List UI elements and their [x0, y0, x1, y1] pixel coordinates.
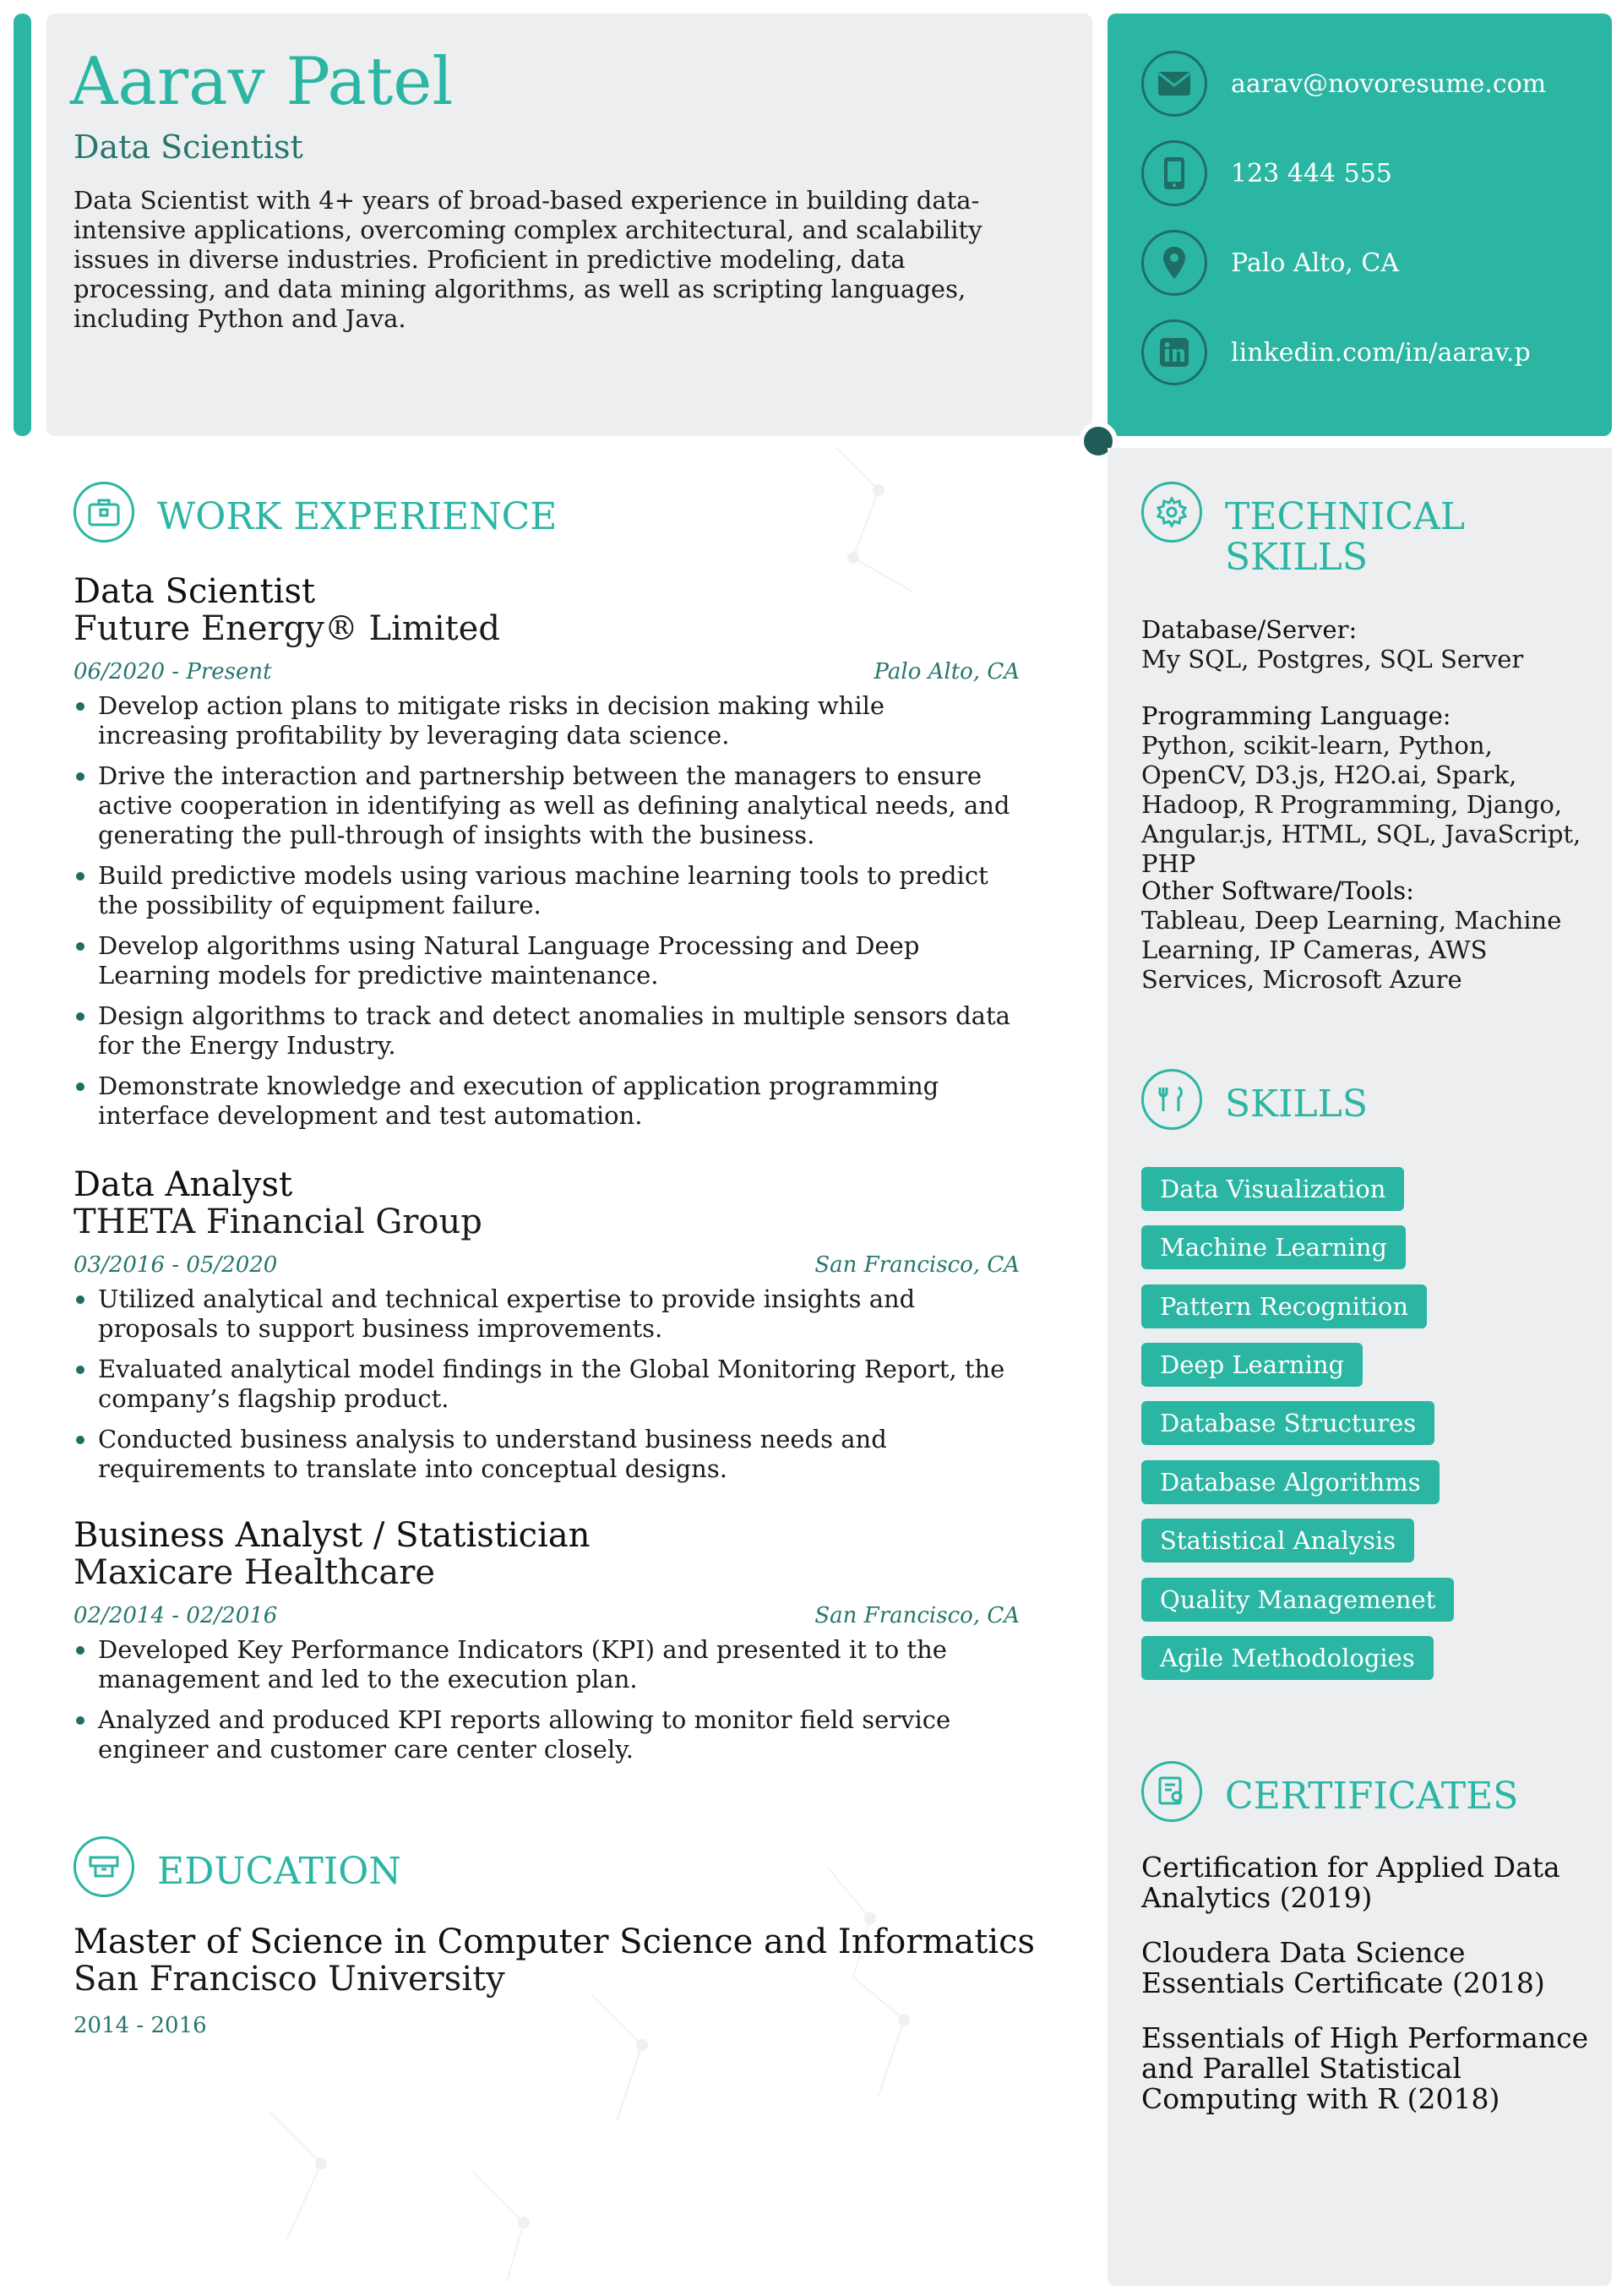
education-school: San Francisco University [73, 1960, 505, 1999]
skill-tag: Database Algorithms [1141, 1460, 1440, 1504]
job-bullet: Evaluated analytical model findings in the Global Monitoring Report, the company’s flagship product. [73, 1355, 1020, 1414]
job-role: Data Scientist [73, 572, 316, 611]
contact-email-text: aarav@novoresume.com [1231, 68, 1547, 99]
job-bullet: Build predictive models using various machine learning tools to predict the possibility of equipment failure. [73, 861, 1020, 920]
job-company: Maxicare Healthcare [73, 1553, 435, 1592]
header-accent-bar [14, 14, 31, 436]
job-company: Future Energy® Limited [73, 609, 500, 648]
linkedin-icon [1141, 319, 1207, 385]
job-bullet: Developed Key Performance Indicators (KPI) and presented it to the management and led to the execution plan. [73, 1635, 1020, 1694]
certificate-icon [1141, 1761, 1202, 1822]
certificate-item: Essentials of High Performance and Parallel Statistical Computing with R (2018) [1141, 2021, 1589, 2115]
job-bullet: Drive the interaction and partnership between the managers to ensure active cooperation in identifying as well as defining analytical needs, and generating the pull-through of insights with the business. [73, 761, 1020, 850]
certificate-item: Certification for Applied Data Analytics (2019) [1141, 1851, 1560, 1914]
tools-icon [1141, 1069, 1202, 1130]
phone-icon [1141, 140, 1207, 206]
graduation-cap-icon [73, 1836, 134, 1897]
location-pin-icon [1141, 230, 1207, 296]
section-heading-skills: SKILLS [1225, 1083, 1368, 1126]
contact-phone-text: 123 444 555 [1231, 158, 1392, 188]
job-entry [73, 1166, 1020, 1495]
job-role: Business Analyst / Statistician [73, 1516, 591, 1555]
job-location: San Francisco, CA [814, 1252, 1020, 1278]
job-dates: 06/2020 - Present [73, 659, 272, 684]
gear-brain-icon [1141, 482, 1202, 543]
envelope-icon [1141, 51, 1207, 117]
tech-skill-value: My SQL, Postgres, SQL Server [1141, 645, 1524, 674]
education-degree: Master of Science in Computer Science and Informatics [73, 1922, 1036, 1961]
contact-linkedin[interactable] [1141, 319, 1531, 385]
skill-tag: Statistical Analysis [1141, 1519, 1414, 1562]
tech-skill-label: Database/Server: [1141, 615, 1358, 644]
job-bullet: Develop action plans to mitigate risks in decision making while increasing profitability by leveraging data science. [73, 691, 1020, 750]
tech-skill-group [1141, 615, 1598, 674]
section-heading-technical-skills: TECHNICAL SKILLS [1225, 495, 1466, 579]
job-bullet: Demonstrate knowledge and execution of application programming interface development and test automation. [73, 1072, 1020, 1131]
contact-linkedin-text: linkedin.com/in/aarav.p [1231, 337, 1531, 368]
job-bullet: Design algorithms to track and detect anomalies in multiple sensors data for the Energy Industry. [73, 1001, 1020, 1061]
job-dates: 03/2016 - 05/2020 [73, 1252, 278, 1278]
job-dates: 02/2014 - 02/2016 [73, 1603, 278, 1628]
section-heading-work-experience: WORK EXPERIENCE [157, 495, 558, 538]
skill-tag: Deep Learning [1141, 1343, 1363, 1387]
tech-skill-label: Programming Language: [1141, 701, 1451, 730]
contact-location [1141, 230, 1399, 296]
candidate-title: Data Scientist [73, 128, 303, 166]
contact-email[interactable] [1141, 51, 1546, 117]
tech-skill-value: Python, scikit-learn, Python, OpenCV, D3.js, H2O.ai, Spark, Hadoop, R Programming, Django, Angular.js, HTML, SQL, JavaScript, PHP [1141, 731, 1581, 878]
job-location: Palo Alto, CA [874, 659, 1020, 684]
certificate-item: Cloudera Data Science Essentials Certificate (2018) [1141, 1936, 1545, 1999]
tech-skill-group [1141, 876, 1598, 995]
job-bullet: Develop algorithms using Natural Language Processing and Deep Learning models for predictive maintenance. [73, 931, 1020, 990]
briefcase-icon [73, 482, 134, 543]
skill-tag: Machine Learning [1141, 1225, 1406, 1269]
skill-tag: Data Visualization [1141, 1167, 1404, 1211]
job-bullet: Conducted business analysis to understand business needs and requirements to translate into conceptual designs. [73, 1425, 1020, 1484]
contact-location-text: Palo Alto, CA [1231, 248, 1399, 278]
job-bullet: Utilized analytical and technical expertise to provide insights and proposals to support business improvements. [73, 1284, 1020, 1344]
tech-skill-label: Other Software/Tools: [1141, 876, 1414, 905]
tech-skill-value: Tableau, Deep Learning, Machine Learning, IP Cameras, AWS Services, Microsoft Azure [1141, 906, 1562, 994]
section-heading-certificates: CERTIFICATES [1225, 1775, 1519, 1818]
skill-tag: Quality Managemenet [1141, 1578, 1454, 1622]
profile-summary: Data Scientist with 4+ years of broad-based experience in building data-intensive applications, overcoming complex architectural, and scalability issues in diverse industries. Proficient in predictive modeling, data processing, and data mining algorithms, as well as scripting languages, including Python and Java. [73, 186, 982, 333]
contact-panel [1108, 14, 1612, 436]
job-location: San Francisco, CA [814, 1603, 1020, 1628]
tech-skill-group [1141, 701, 1598, 879]
education-dates: 2014 - 2016 [73, 2013, 207, 2038]
candidate-name: Aarav Patel [70, 44, 454, 120]
job-entry [73, 1517, 1020, 1775]
skill-tag: Database Structures [1141, 1401, 1434, 1445]
contact-phone[interactable] [1141, 140, 1392, 206]
job-company: THETA Financial Group [73, 1203, 482, 1241]
job-role: Data Analyst [73, 1165, 293, 1204]
job-bullet: Analyzed and produced KPI reports allowing to monitor field service engineer and customer care center closely. [73, 1705, 1020, 1764]
section-heading-education: EDUCATION [157, 1850, 401, 1893]
skill-tag: Agile Methodologies [1141, 1636, 1434, 1680]
skill-tag: Pattern Recognition [1141, 1284, 1427, 1328]
job-entry [73, 573, 1020, 1142]
